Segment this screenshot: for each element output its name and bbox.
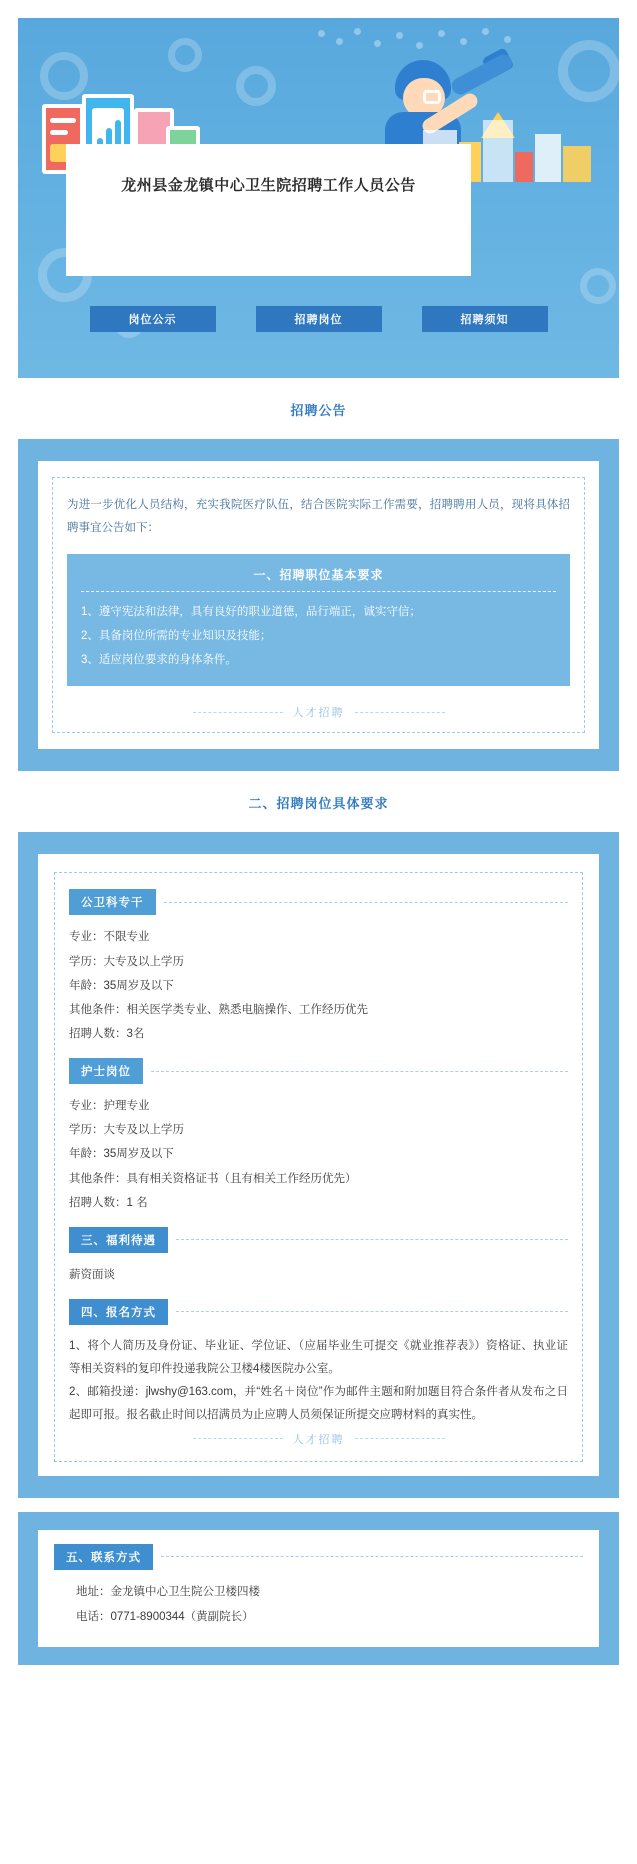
section-heading-jobs: 二、招聘岗位具体要求 (248, 796, 389, 812)
job-field: 招聘人数：1 名 (69, 1196, 148, 1209)
dash-right (355, 712, 445, 713)
job-field: 专业：不限专业 (69, 931, 150, 944)
contact-tag: 五、联系方式 (54, 1544, 153, 1570)
announcement-dashed-box (52, 477, 585, 733)
contact-tag-row (54, 1544, 583, 1570)
welfare-tag-row (69, 1227, 568, 1253)
dash-left (193, 712, 283, 713)
apply-tag: 四、报名方式 (69, 1299, 168, 1325)
ribbon-talent-recruitment (67, 700, 570, 722)
contact-address: 地址：金龙镇中心卫生院公卫楼四楼 (76, 1585, 260, 1598)
hero-button-group (18, 306, 619, 332)
button-application-notice[interactable]: 招聘须知 (422, 306, 548, 332)
job-field: 学历：大专及以上学历 (69, 955, 184, 968)
ribbon-label: 人才招聘 (292, 1433, 345, 1446)
divider (176, 1311, 568, 1312)
announcement-panel (18, 439, 619, 771)
page-root (0, 18, 637, 1681)
hero-title-card (66, 144, 471, 276)
divider (161, 1556, 583, 1557)
job-tag: 护士岗位 (69, 1058, 143, 1084)
gear-icon (168, 38, 202, 72)
announcement-card (38, 461, 599, 749)
dash-right (355, 1438, 445, 1439)
apply-item: 2、邮箱投递：jlwshy@163.com，并“姓名＋岗位”作为邮件主题和附加题目符合条件者从发布之日起即可报。报名截止时间以招满员为止应聘人员须保证所提交应聘材料的真实性。 (69, 1385, 568, 1421)
jobs-card (38, 854, 599, 1476)
welfare-tag: 三、福利待遇 (69, 1227, 168, 1253)
button-job-publicity[interactable]: 岗位公示 (90, 306, 216, 332)
ribbon-talent-recruitment-2 (69, 1427, 568, 1449)
basic-requirements-box (67, 554, 570, 686)
contact-phone: 电话：0771-8900344（黄副院长） (76, 1611, 254, 1624)
gear-icon (558, 40, 619, 102)
hero-banner (18, 18, 619, 378)
job-field: 专业：护理专业 (69, 1100, 150, 1113)
list-item: 1、遵守宪法和法律，具有良好的职业道德，品行端正，诚实守信； (81, 606, 421, 618)
dash-left (193, 1438, 283, 1439)
apply-item: 1、将个人简历及身份证、毕业证、学位证、（应届毕业生可提交《就业推荐表》）资格证、执业证等相关资料的复印件投递我院公卫楼4楼医院办公室。 (69, 1339, 568, 1375)
job-field: 其他条件：具有相关资格证书（且有相关工作经历优先） (69, 1172, 357, 1185)
divider (176, 1239, 568, 1240)
page-title: 龙州县金龙镇中心卫生院招聘工作人员公告 (121, 177, 416, 194)
job-field: 招聘人数：3名 (69, 1027, 145, 1040)
gear-icon (236, 66, 276, 106)
divider (151, 1071, 568, 1072)
job-field: 其他条件：相关医学类专业、熟悉电脑操作、工作经历优先 (69, 1003, 368, 1016)
contact-lines (54, 1580, 583, 1631)
list-item: 2、具备岗位所需的专业知识及技能； (81, 630, 272, 643)
apply-tag-row (69, 1299, 568, 1325)
basic-requirements-list (81, 600, 556, 672)
jobs-panel (18, 832, 619, 1498)
job-tag-row-nurse (69, 1058, 568, 1084)
job-field: 年龄：35周岁及以下 (69, 979, 174, 992)
section-heading-announcement: 招聘公告 (290, 403, 347, 418)
list-item: 3、适应岗位要求的身体条件。 (81, 654, 237, 667)
ribbon-label: 人才招聘 (292, 707, 345, 720)
announcement-intro: 为进一步优化人员结构，充实我院医疗队伍，结合医院实际工作需要，招聘聘用人员，现将具体招聘事宜公告如下： (67, 499, 570, 534)
divider (164, 902, 569, 903)
basic-requirements-title: 一、招聘职位基本要求 (81, 566, 556, 592)
job-tag: 公卫科专干 (69, 889, 156, 915)
job-field: 学历：大专及以上学历 (69, 1124, 184, 1137)
welfare-text: 薪资面谈 (69, 1268, 115, 1281)
jobs-dashed-box (54, 872, 583, 1462)
contact-panel (18, 1512, 619, 1665)
gear-icon (580, 268, 616, 304)
job-tag-row-public-health (69, 889, 568, 915)
job-field: 年龄：35周岁及以下 (69, 1148, 174, 1161)
button-job-positions[interactable]: 招聘岗位 (256, 306, 382, 332)
contact-card (38, 1530, 599, 1647)
